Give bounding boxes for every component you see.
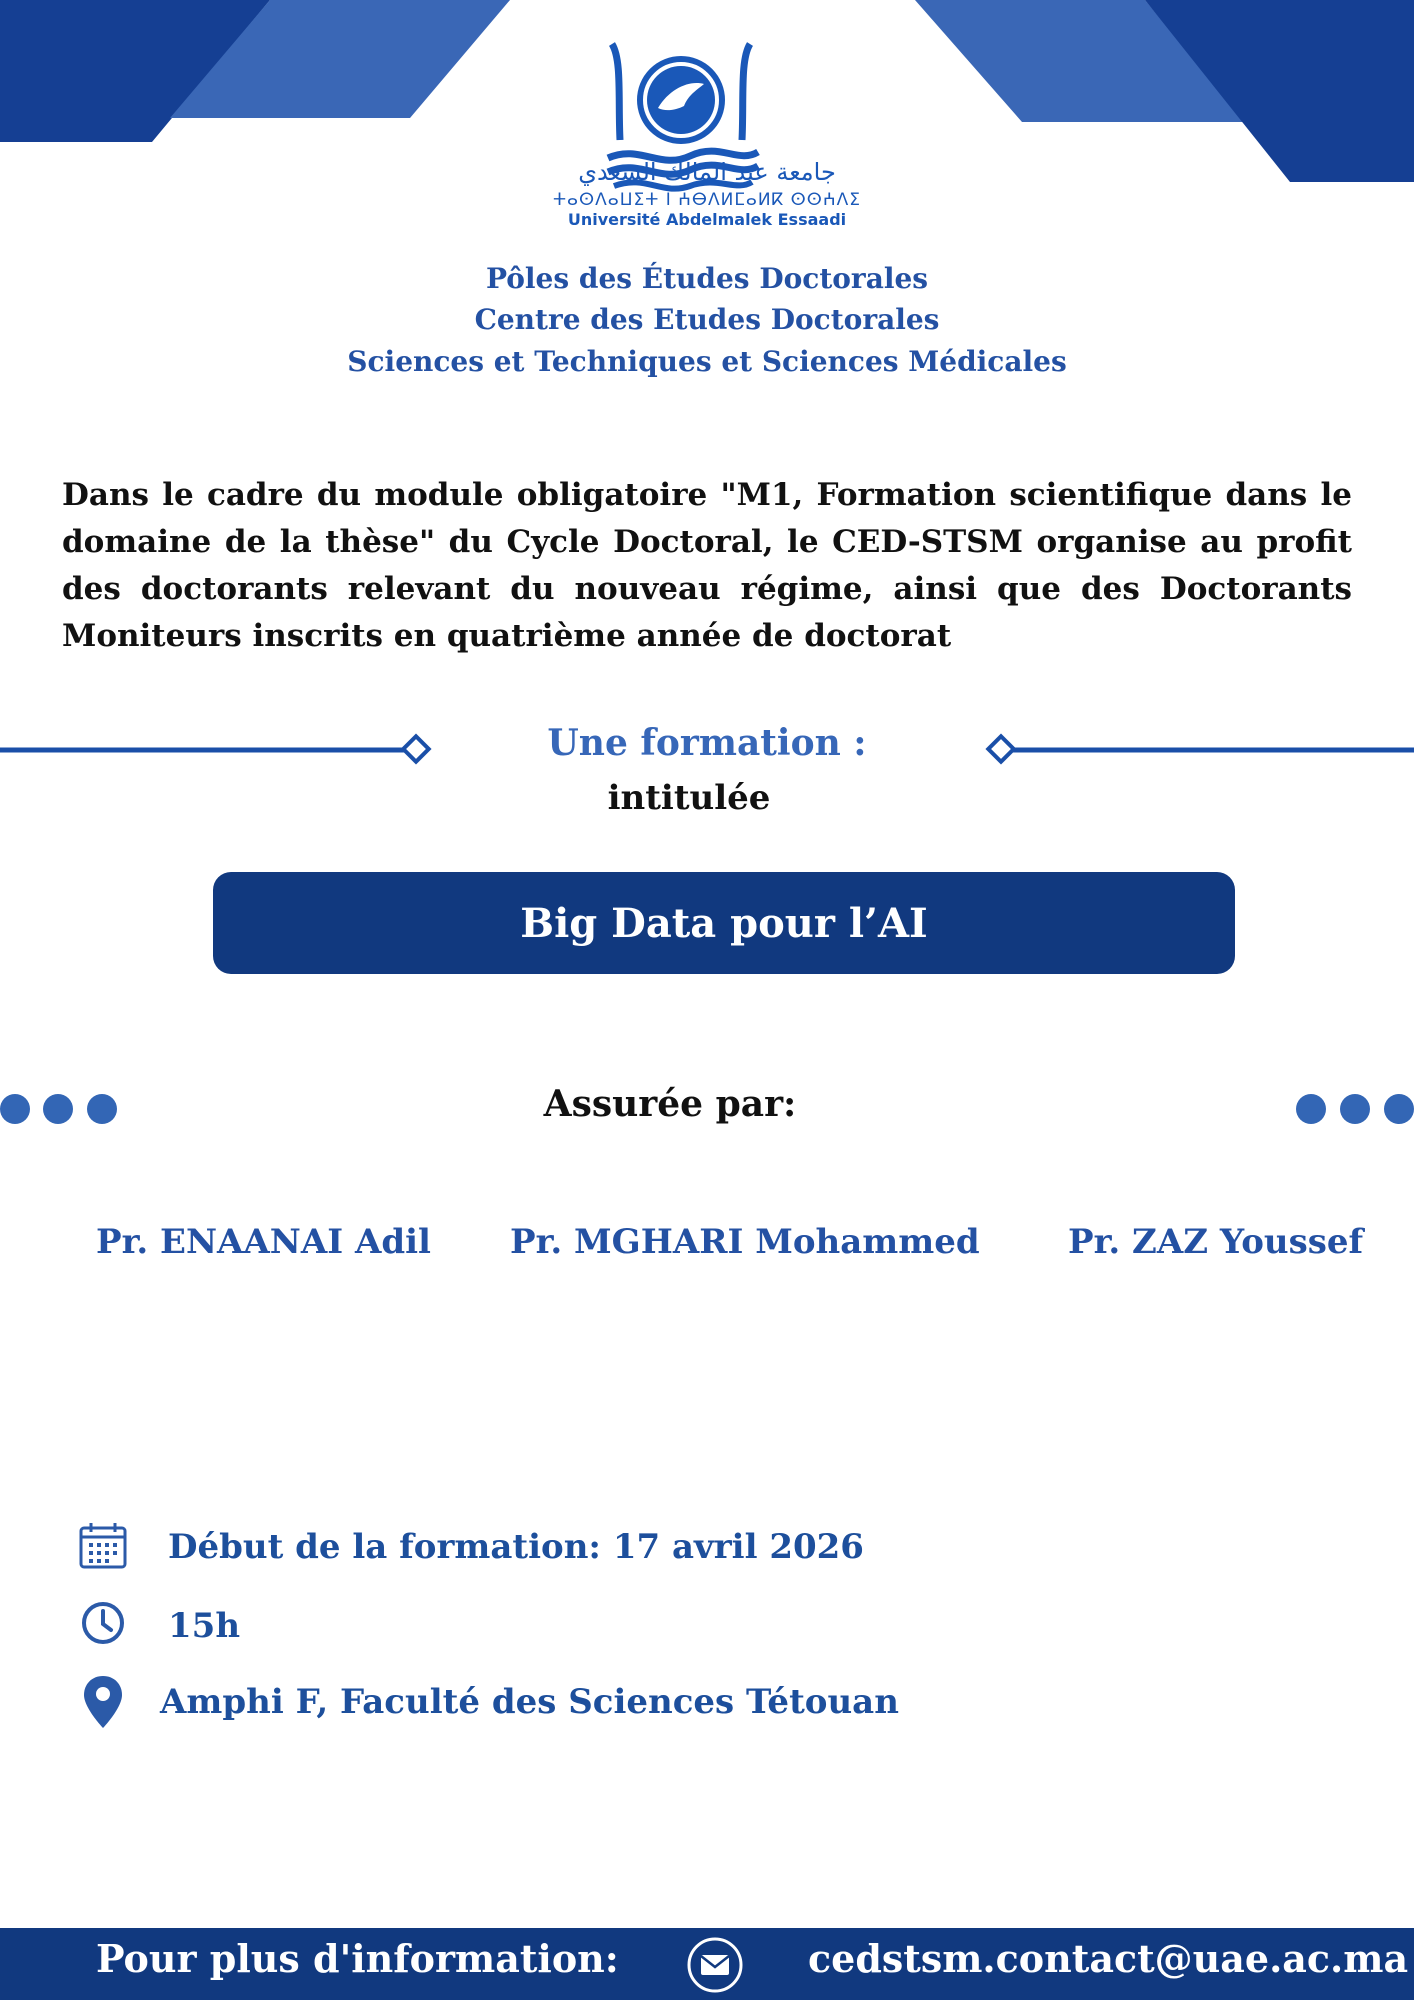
header-line-3: Sciences et Techniques et Sciences Médicales: [347, 345, 1067, 378]
header-line-2: Centre des Etudes Doctorales: [474, 303, 940, 336]
topic-banner: [213, 872, 1235, 974]
decor-dot: [43, 1094, 73, 1124]
logo-french-name: Université Abdelmalek Essaadi: [567, 210, 847, 229]
start-date-row: [168, 1527, 864, 1567]
decor-dot: [1340, 1094, 1370, 1124]
time-value: 15h: [168, 1606, 241, 1646]
formation-subtitle: intitulée: [607, 778, 771, 818]
presenter-name: Pr. MGHARI Mohammed: [510, 1222, 980, 1262]
location-pin-icon: [82, 1674, 124, 1730]
topic-title: Big Data pour l’AI: [520, 899, 928, 947]
logo-arabic-name: جامعة عبد المالك السعدي: [578, 158, 836, 186]
decor-dot: [0, 1094, 30, 1124]
formation-title: Une formation :: [547, 722, 867, 764]
decor-dot: [87, 1094, 117, 1124]
decor-dot: [1296, 1094, 1326, 1124]
mail-icon: [686, 1936, 744, 1994]
calendar-icon: [78, 1522, 128, 1570]
intro-paragraph: Dans le cadre du module obligatoire "M1, Formation scientifique dans le domaine de la thèse" du Cycle Doctoral, le CED-STSM organise au profit des doctorants relevant du nouveau régime, ainsi que des Doctorants Moniteurs inscrits en quatrième année de doctorat: [62, 477, 1352, 654]
contact-email-link[interactable]: cedstsm.contact@uae.ac.ma: [808, 1936, 1409, 1981]
logo-tifinagh-name: ⵜⴰⵙⴷⴰⵡⵉⵜ ⵏ ⵄⴱⴷⵍⵎⴰⵍⴽ ⵙⵙⵄⴷⵉ: [552, 190, 861, 210]
footer-label: Pour plus d'information:: [96, 1936, 619, 1981]
location-value: Amphi F, Faculté des Sciences Tétouan: [160, 1682, 899, 1722]
presenter-name: Pr. ZAZ Youssef: [1068, 1222, 1364, 1262]
clock-icon: [80, 1600, 126, 1646]
decor-dot: [1384, 1094, 1414, 1124]
formation-divider: [0, 0, 1414, 800]
start-date-label: Début de la formation:: [168, 1527, 601, 1567]
header-line-1: Pôles des Études Doctorales: [485, 262, 929, 295]
presenter-name: Pr. ENAANAI Adil: [96, 1222, 431, 1262]
presenters-label: Assurée par:: [543, 1083, 797, 1125]
start-date-value: 17 avril 2026: [612, 1527, 864, 1567]
